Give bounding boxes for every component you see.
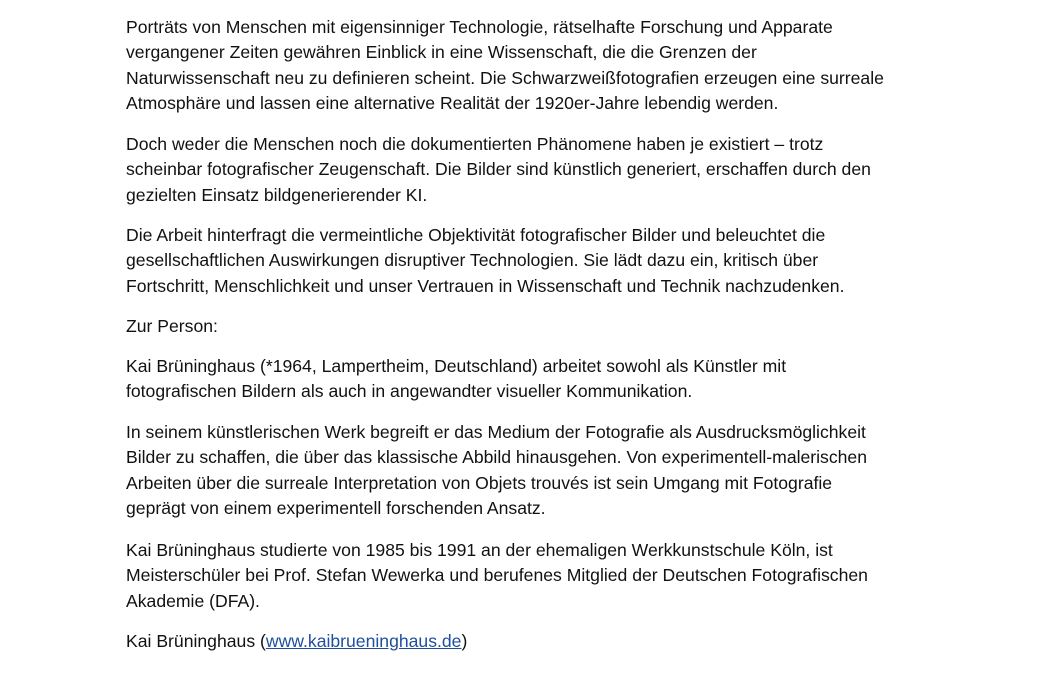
paragraph-education	[126, 538, 941, 614]
paragraph-line: Akademie (DFA).	[126, 590, 260, 611]
paragraph-line: Fortschritt, Menschlichkeit und unser Vertrauen in Wissenschaft und Technik nachzudenken.	[126, 275, 845, 296]
paragraph-artistic-work	[126, 420, 941, 521]
paragraph-line: Kai Brüninghaus studierte von 1985 bis 1991 an der ehemaligen Werkkunstschule Köln, ist	[126, 540, 833, 560]
paragraph-line: geprägt von einem experimentell forschenden Ansatz.	[126, 497, 546, 518]
paragraph-line: gesellschaftlichen Auswirkungen disruptiver Technologien. Sie lädt dazu ein, kritisch über	[126, 250, 819, 271]
paragraph-line: Kai Brüninghaus (*1964, Lampertheim, Deutschland) arbeitet sowohl als Künstler mit	[126, 356, 787, 376]
website-prefix: Kai Brüninghaus (	[126, 631, 266, 651]
paragraph-line: scheinbar fotografischer Zeugenschaft. Die Bilder sind künstlich generiert, erschaffen durch den	[126, 159, 871, 180]
paragraph-line: Porträts von Menschen mit eigensinniger Technologie, rätselhafte Forschung und Apparate	[126, 17, 833, 37]
website-line	[126, 629, 941, 654]
website-suffix: )	[461, 631, 468, 651]
paragraph-line: Atmosphäre und lassen eine alternative Realität der 1920er-Jahre lebendig werden.	[126, 92, 779, 113]
paragraph-bio-intro	[126, 354, 941, 405]
section-heading-zur-person	[126, 314, 941, 339]
paragraph-critique	[126, 223, 941, 299]
paragraph-line: vergangener Zeiten gewähren Einblick in eine Wissenschaft, die die Grenzen der	[126, 42, 757, 63]
paragraph-line: Arbeiten über die surreale Interpretation von Objets trouvés ist sein Umgang mit Fotografie	[126, 472, 833, 493]
paragraph-line: fotografischen Bildern als auch in angewandter visueller Kommunikation.	[126, 381, 693, 402]
paragraph-line: Naturwissenschaft neu zu definieren scheint. Die Schwarzweißfotografien erzeugen eine surreale	[126, 67, 884, 88]
paragraph-line: gezielten Einsatz bildgenerierender KI.	[126, 184, 428, 205]
paragraph-website	[126, 629, 941, 654]
paragraph-ai-generated	[126, 132, 941, 208]
paragraph-line: Bilder zu schaffen, die über das klassische Abbild hinausgehen. Von experimentell-malerischen	[126, 447, 868, 468]
paragraph-line: Doch weder die Menschen noch die dokumentierten Phänomene haben je existiert – trotz	[126, 134, 824, 154]
paragraph-line: Die Arbeit hinterfragt die vermeintliche Objektivität fotografischer Bilder und beleuchtet die	[126, 225, 826, 245]
paragraph-intro	[126, 15, 941, 116]
paragraph-line: Zur Person:	[126, 316, 218, 336]
website-link[interactable]: www.kaibrueninghaus.de	[265, 631, 462, 651]
paragraph-line: In seinem künstlerischen Werk begreift er das Medium der Fotografie als Ausdrucksmöglichkeit	[126, 422, 866, 442]
paragraph-line: Meisterschüler bei Prof. Stefan Wewerka und berufenes Mitglied der Deutschen Fotografischen	[126, 565, 868, 586]
